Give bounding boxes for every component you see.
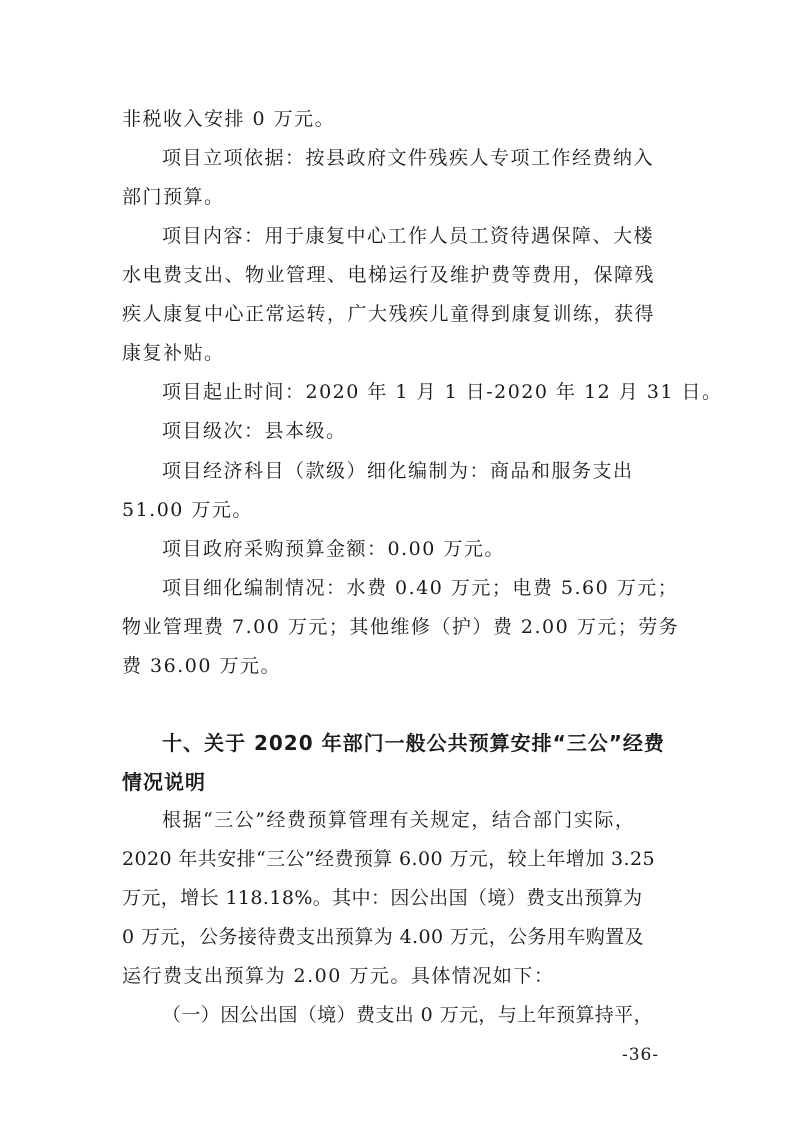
text-line: 部门预算。 [122,186,225,208]
text-line: 万元，增长 118.18%。其中：因公出国（境）费支出预算为 [122,887,643,909]
text-line: 康复补贴。 [122,342,225,364]
text-line: 物业管理费 7.00 万元；其他维修（护）费 2.00 万元；劳务 [122,616,680,638]
text-line: 费 36.00 万元。 [122,655,281,677]
text-line: 项目细化编制情况：水费 0.40 万元；电费 5.60 万元； [162,577,679,599]
text-line: 0 万元，公务接待费支出预算为 4.00 万元，公务用车购置及 [122,926,644,948]
text-line: 水电费支出、物业管理、电梯运行及维护费等费用，保障残 [122,264,656,286]
text-line: 非税收入安排 0 万元。 [122,108,336,130]
page-number: -36- [622,1045,660,1065]
text-line: 根据“三公”经费预算管理有关规定，结合部门实际， [162,809,636,831]
text-line: 运行费支出预算为 2.00 万元。具体情况如下： [122,965,555,987]
text-line: 项目经济科目（款级）细化编制为：商品和服务支出 [162,460,634,482]
text-line: 项目立项依据：按县政府文件残疾人专项工作经费纳入 [162,147,655,169]
section-heading: 十、关于 2020 年部门一般公共预算安排“三公”经费 [162,731,665,755]
text-line: （一）因公出国（境）费支出 0 万元，与上年预算持平， [162,1004,653,1026]
text-line: 项目内容：用于康复中心工作人员工资待遇保障、大楼 [162,225,655,247]
text-line: 疾人康复中心正常运转，广大残疾儿童得到康复训练，获得 [122,303,656,325]
section-heading: 情况说明 [122,770,206,794]
text-line: 51.00 万元。 [122,499,253,521]
text-line: 项目起止时间：2020 年 1 月 1 日-2020 年 12 月 31 日。 [162,381,723,403]
text-line: 项目级次：县本级。 [162,420,347,442]
text-line: 2020 年共安排“三公”经费预算 6.00 万元，较上年增加 3.25 [122,848,655,870]
text-line: 项目政府采购预算金额：0.00 万元。 [162,538,505,560]
